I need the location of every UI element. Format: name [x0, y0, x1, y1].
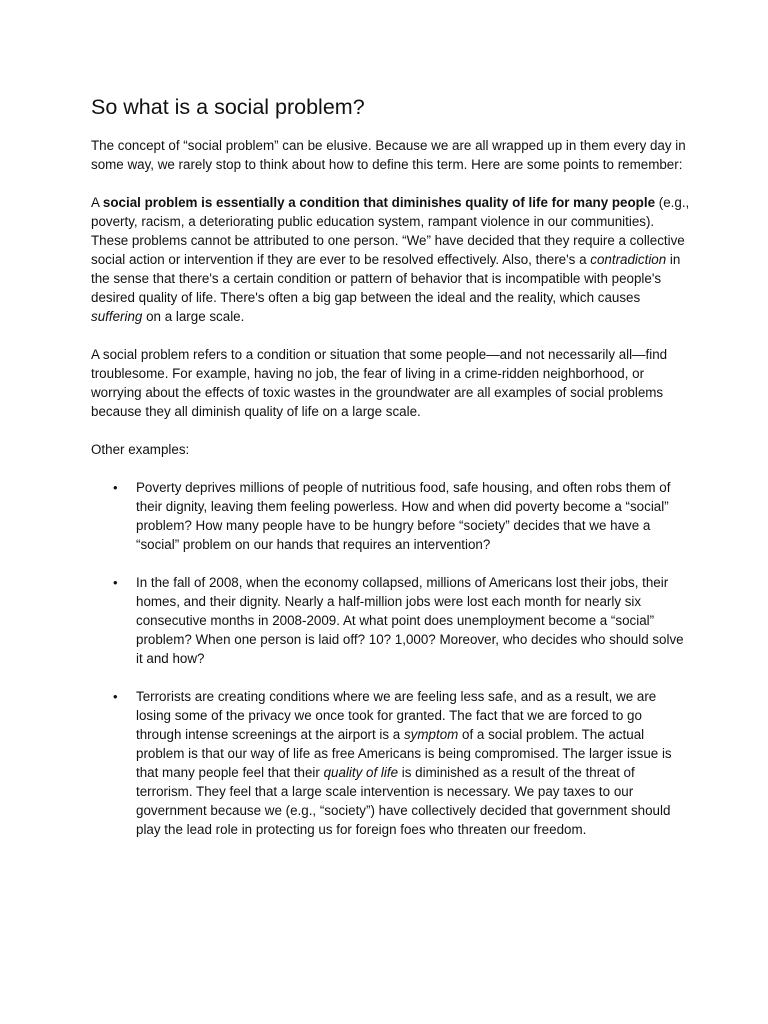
list-item	[91, 573, 691, 668]
terrorism-italic-quality-of-life: quality of life	[323, 765, 399, 780]
list-item	[91, 478, 691, 554]
bullet-icon: •	[113, 689, 118, 704]
terrorism-italic-symptom: symptom	[403, 727, 459, 742]
condition-paragraph: A social problem refers to a condition or situation that some people—and not necessarily all—find troublesome. For example, having no job, the fear of living in a crime-ridden neighborhood, or worrying about the effects of toxic wastes in the groundwater are all examples of social problems because they all diminish quality of life on a large scale.	[91, 347, 668, 419]
terrorism-text-1: Terrorists are creating conditions where we are feeling less safe, and as a result, we are losing some of the privacy we once took for granted. The fact that we are forced to go through intense screenings at the airport is a	[136, 689, 657, 742]
definition-text-1: (e.g., poverty, racism, a deteriorating public education system, rampant violence in our communities). These problems cannot be attributed to one person. “We” have decided that they require a collective social action or intervention if they are ever to be resolved effectively. Also, there's a	[91, 195, 690, 267]
example-unemployment-text: In the fall of 2008, when the economy collapsed, millions of Americans lost their jobs, their homes, and their dignity. Nearly a half-million jobs were lost each month for nearly six consecutive months in 2008-2009. At what point does unemployment become a “social” problem? When one person is laid off? 10? 1,000? Moreover, who decides who should solve it and how?	[136, 575, 684, 666]
definition-italic-suffering: suffering	[91, 309, 143, 324]
bullet-icon: •	[113, 575, 118, 590]
terrorism-text-2: of a social problem. The actual problem is that our way of life as free Americans is being compromised. The larger issue is that many people feel that their	[136, 727, 672, 780]
list-item	[91, 687, 691, 839]
other-examples-label: Other examples:	[91, 442, 190, 457]
example-poverty-text: Poverty deprives millions of people of nutritious food, safe housing, and often robs them of their dignity, leaving them feeling powerless. How and when did poverty become a “social” problem? How many people have to be hungry before “society” decides that we have a “social” problem on our hands that requires an intervention?	[136, 480, 671, 552]
bullet-icon: •	[113, 480, 118, 495]
example-terrorism-text	[136, 689, 672, 837]
intro-paragraph: The concept of “social problem” can be elusive. Because we are all wrapped up in them every day in some way, we rarely stop to think about how to define this term. Here are some points to remember:	[91, 138, 686, 172]
document-title: So what is a social problem?	[91, 95, 365, 119]
definition-lead: A	[91, 195, 103, 210]
definition-text-3: on a large scale.	[142, 309, 245, 324]
definition-bold-statement: social problem is essentially a condition that diminishes quality of life for many people	[102, 195, 656, 210]
terrorism-text-3: is diminished as a result of the threat of terrorism. They feel that a large scale intervention is necessary. We pay taxes to our government because we (e.g., “society”) have collectively decided that government should play the lead role in protecting us for foreign foes who threaten our freedom.	[136, 765, 671, 837]
document-content	[91, 94, 691, 858]
definition-italic-contradiction: contradiction	[590, 252, 667, 267]
examples-list	[91, 478, 691, 839]
definition-text-2: in the sense that there's a certain condition or pattern of behavior that is incompatible with people's desired quality of life. There's often a big gap between the ideal and the reality, which causes	[91, 252, 681, 305]
definition-paragraph	[91, 193, 691, 326]
